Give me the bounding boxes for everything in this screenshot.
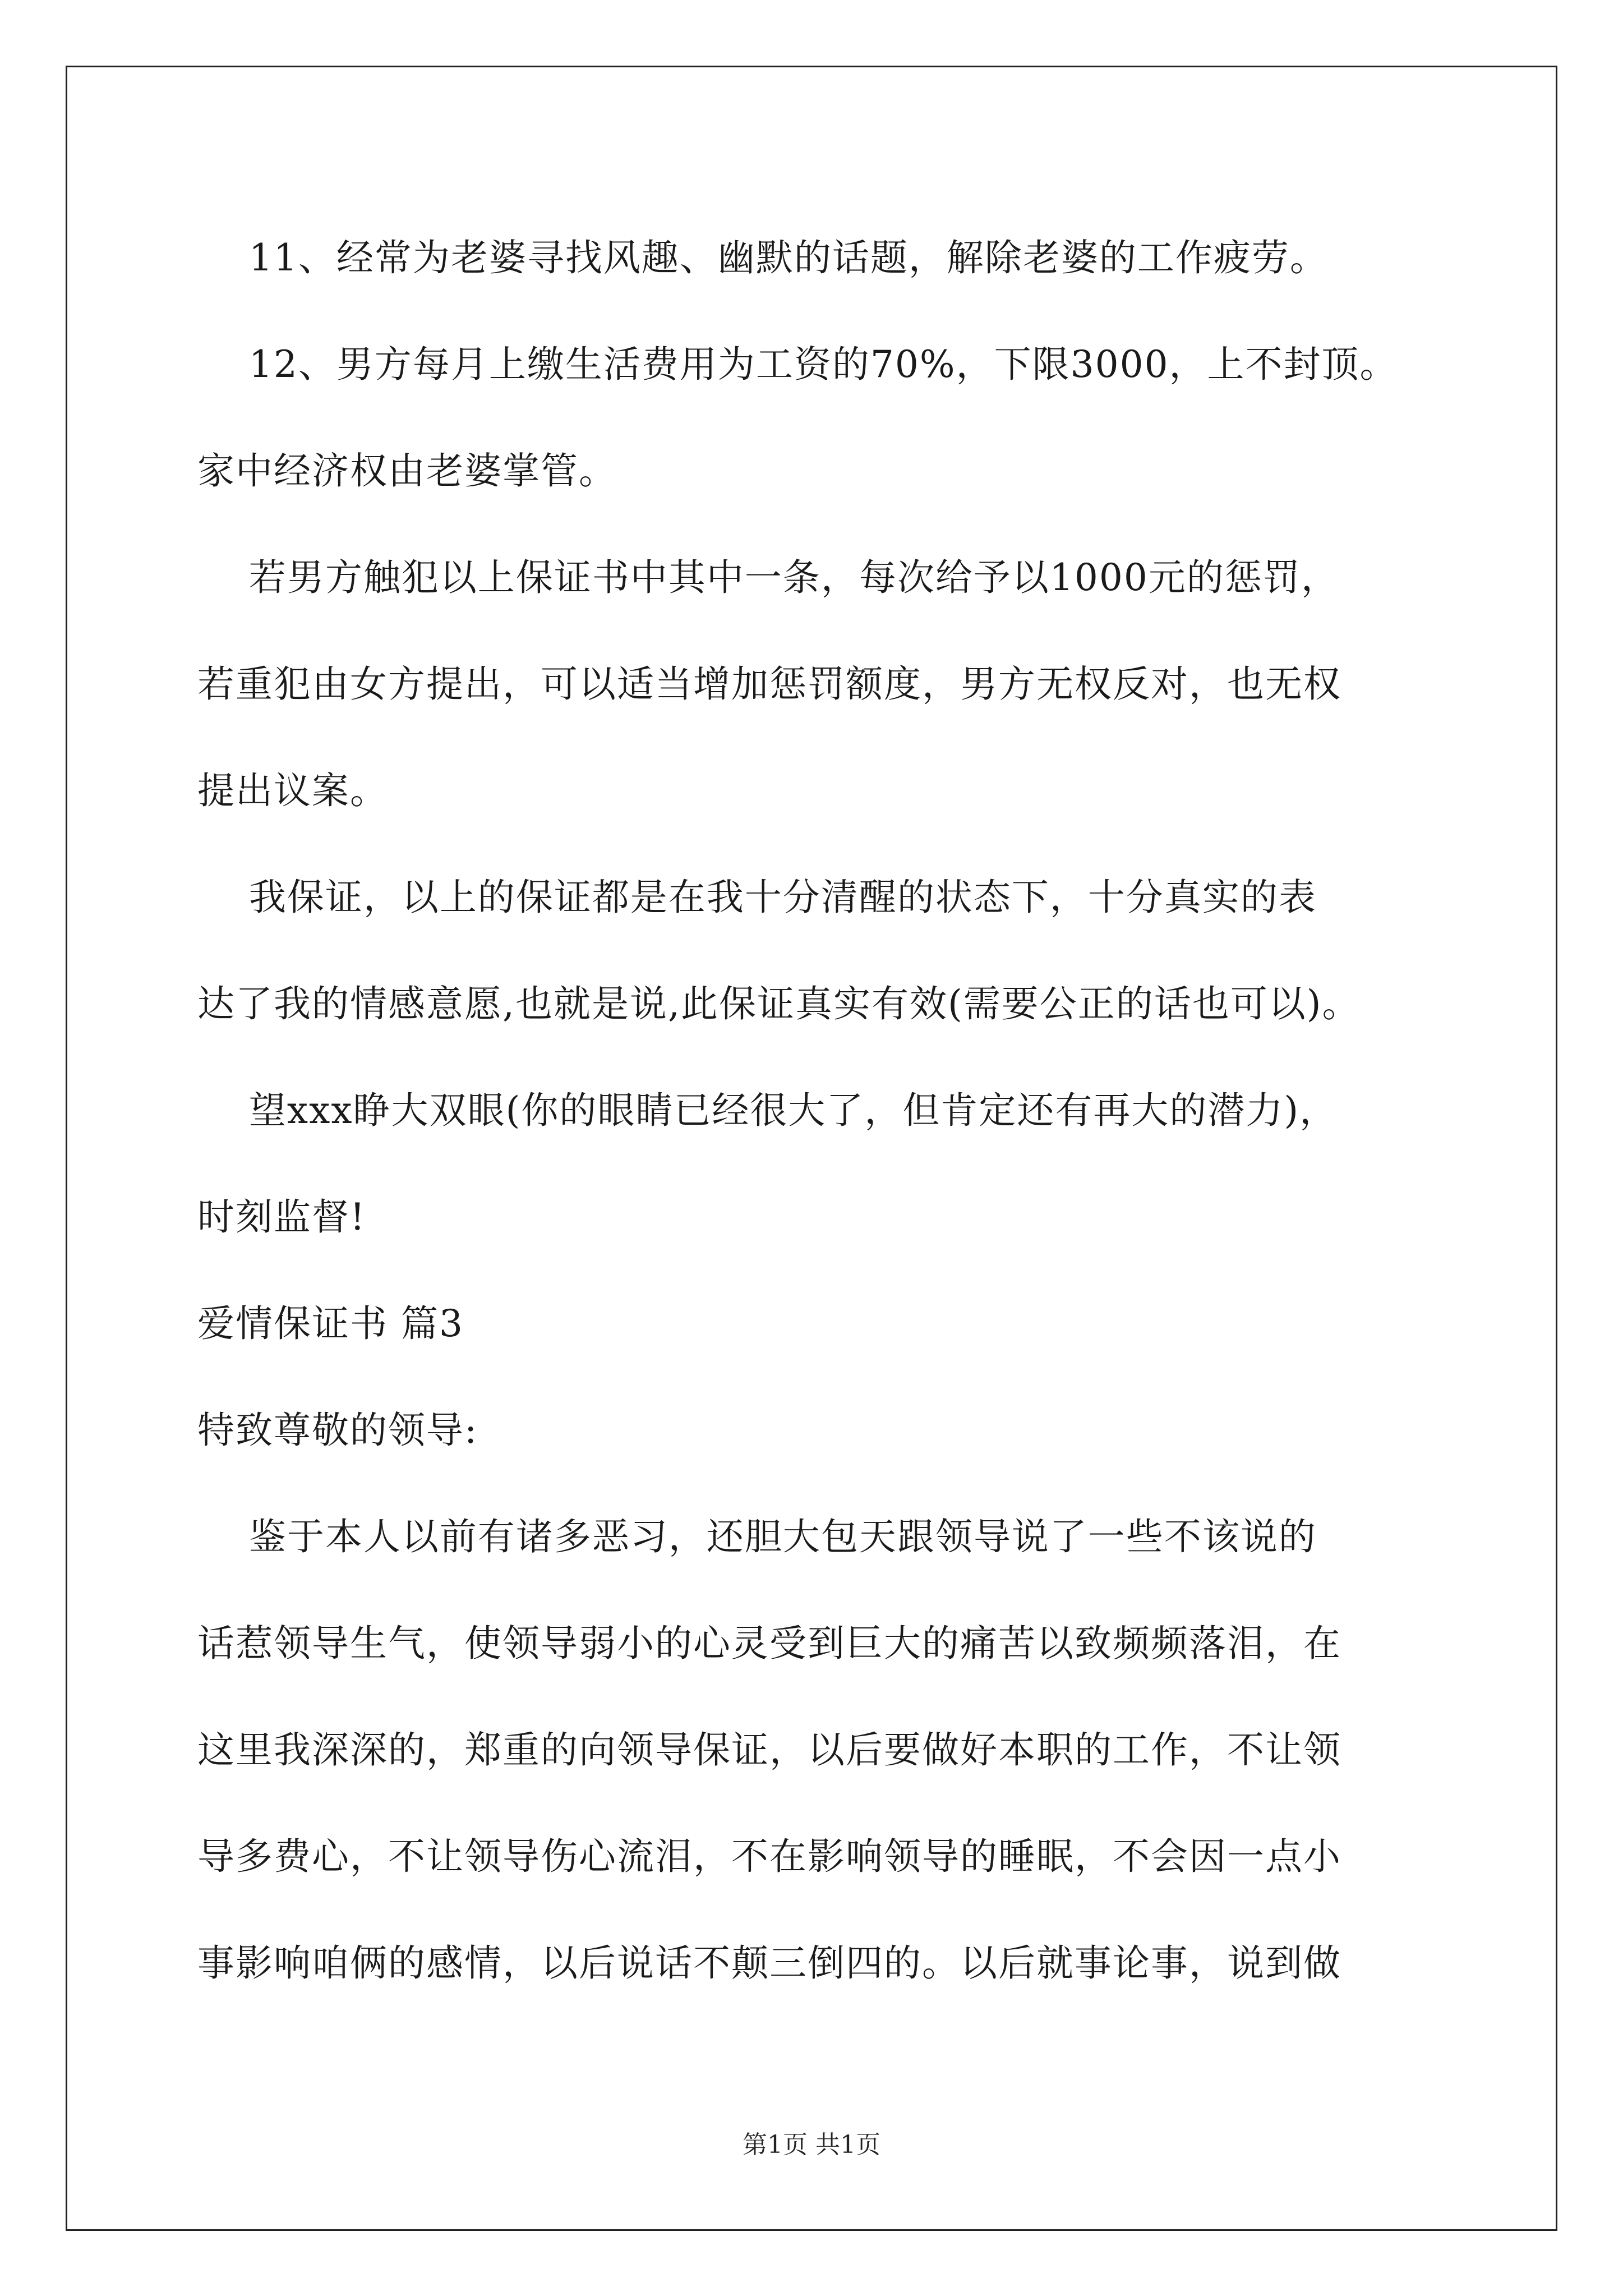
text-line: 导多费心，不让领导伤心流泪，不在影响领导的睡眠，不会因一点小 bbox=[197, 1835, 1341, 1878]
text-line: 鉴于本人以前有诸多恶习，还胆大包天跟领导说了一些不该说的 bbox=[197, 1515, 1317, 1558]
page-footer: 第1页 共1页 bbox=[743, 2131, 880, 2159]
text-line: 若男方触犯以上保证书中其中一条，每次给予以1000元的惩罚， bbox=[197, 556, 1339, 599]
text-line: 这里我深深的，郑重的向领导保证，以后要做好本职的工作，不让领 bbox=[197, 1728, 1341, 1772]
text-line: 我保证，以上的保证都是在我十分清醒的状态下，十分真实的表 bbox=[197, 876, 1317, 919]
text-line: 达了我的情感意愿,也就是说,此保证真实有效(需要公正的话也可以)。 bbox=[197, 982, 1361, 1025]
text-line: 时刻监督! bbox=[197, 1195, 366, 1239]
text-line: 事影响咱俩的感情，以后说话不颠三倒四的。以后就事论事，说到做 bbox=[197, 1941, 1341, 1985]
text-line: 提出议案。 bbox=[197, 769, 388, 812]
text-line: 话惹领导生气，使领导弱小的心灵受到巨大的痛苦以致频频落泪，在 bbox=[197, 1622, 1341, 1665]
text-line: 12、男方每月上缴生活费用为工资的70%，下限3000，上不封顶。 bbox=[197, 343, 1398, 386]
section-heading: 爱情保证书 篇3 bbox=[197, 1302, 464, 1345]
text-line: 望xxx睁大双眼(你的眼睛已经很大了，但肯定还有再大的潜力)， bbox=[197, 1089, 1338, 1132]
text-line: 11、经常为老婆寻找风趣、幽默的话题，解除老婆的工作疲劳。 bbox=[197, 236, 1328, 279]
text-line: 若重犯由女方提出，可以适当增加惩罚额度，男方无权反对，也无权 bbox=[197, 662, 1341, 706]
salutation: 特致尊敬的领导: bbox=[197, 1409, 478, 1452]
page-border bbox=[66, 66, 1557, 2231]
text-line: 家中经济权由老婆掌管。 bbox=[197, 449, 617, 493]
